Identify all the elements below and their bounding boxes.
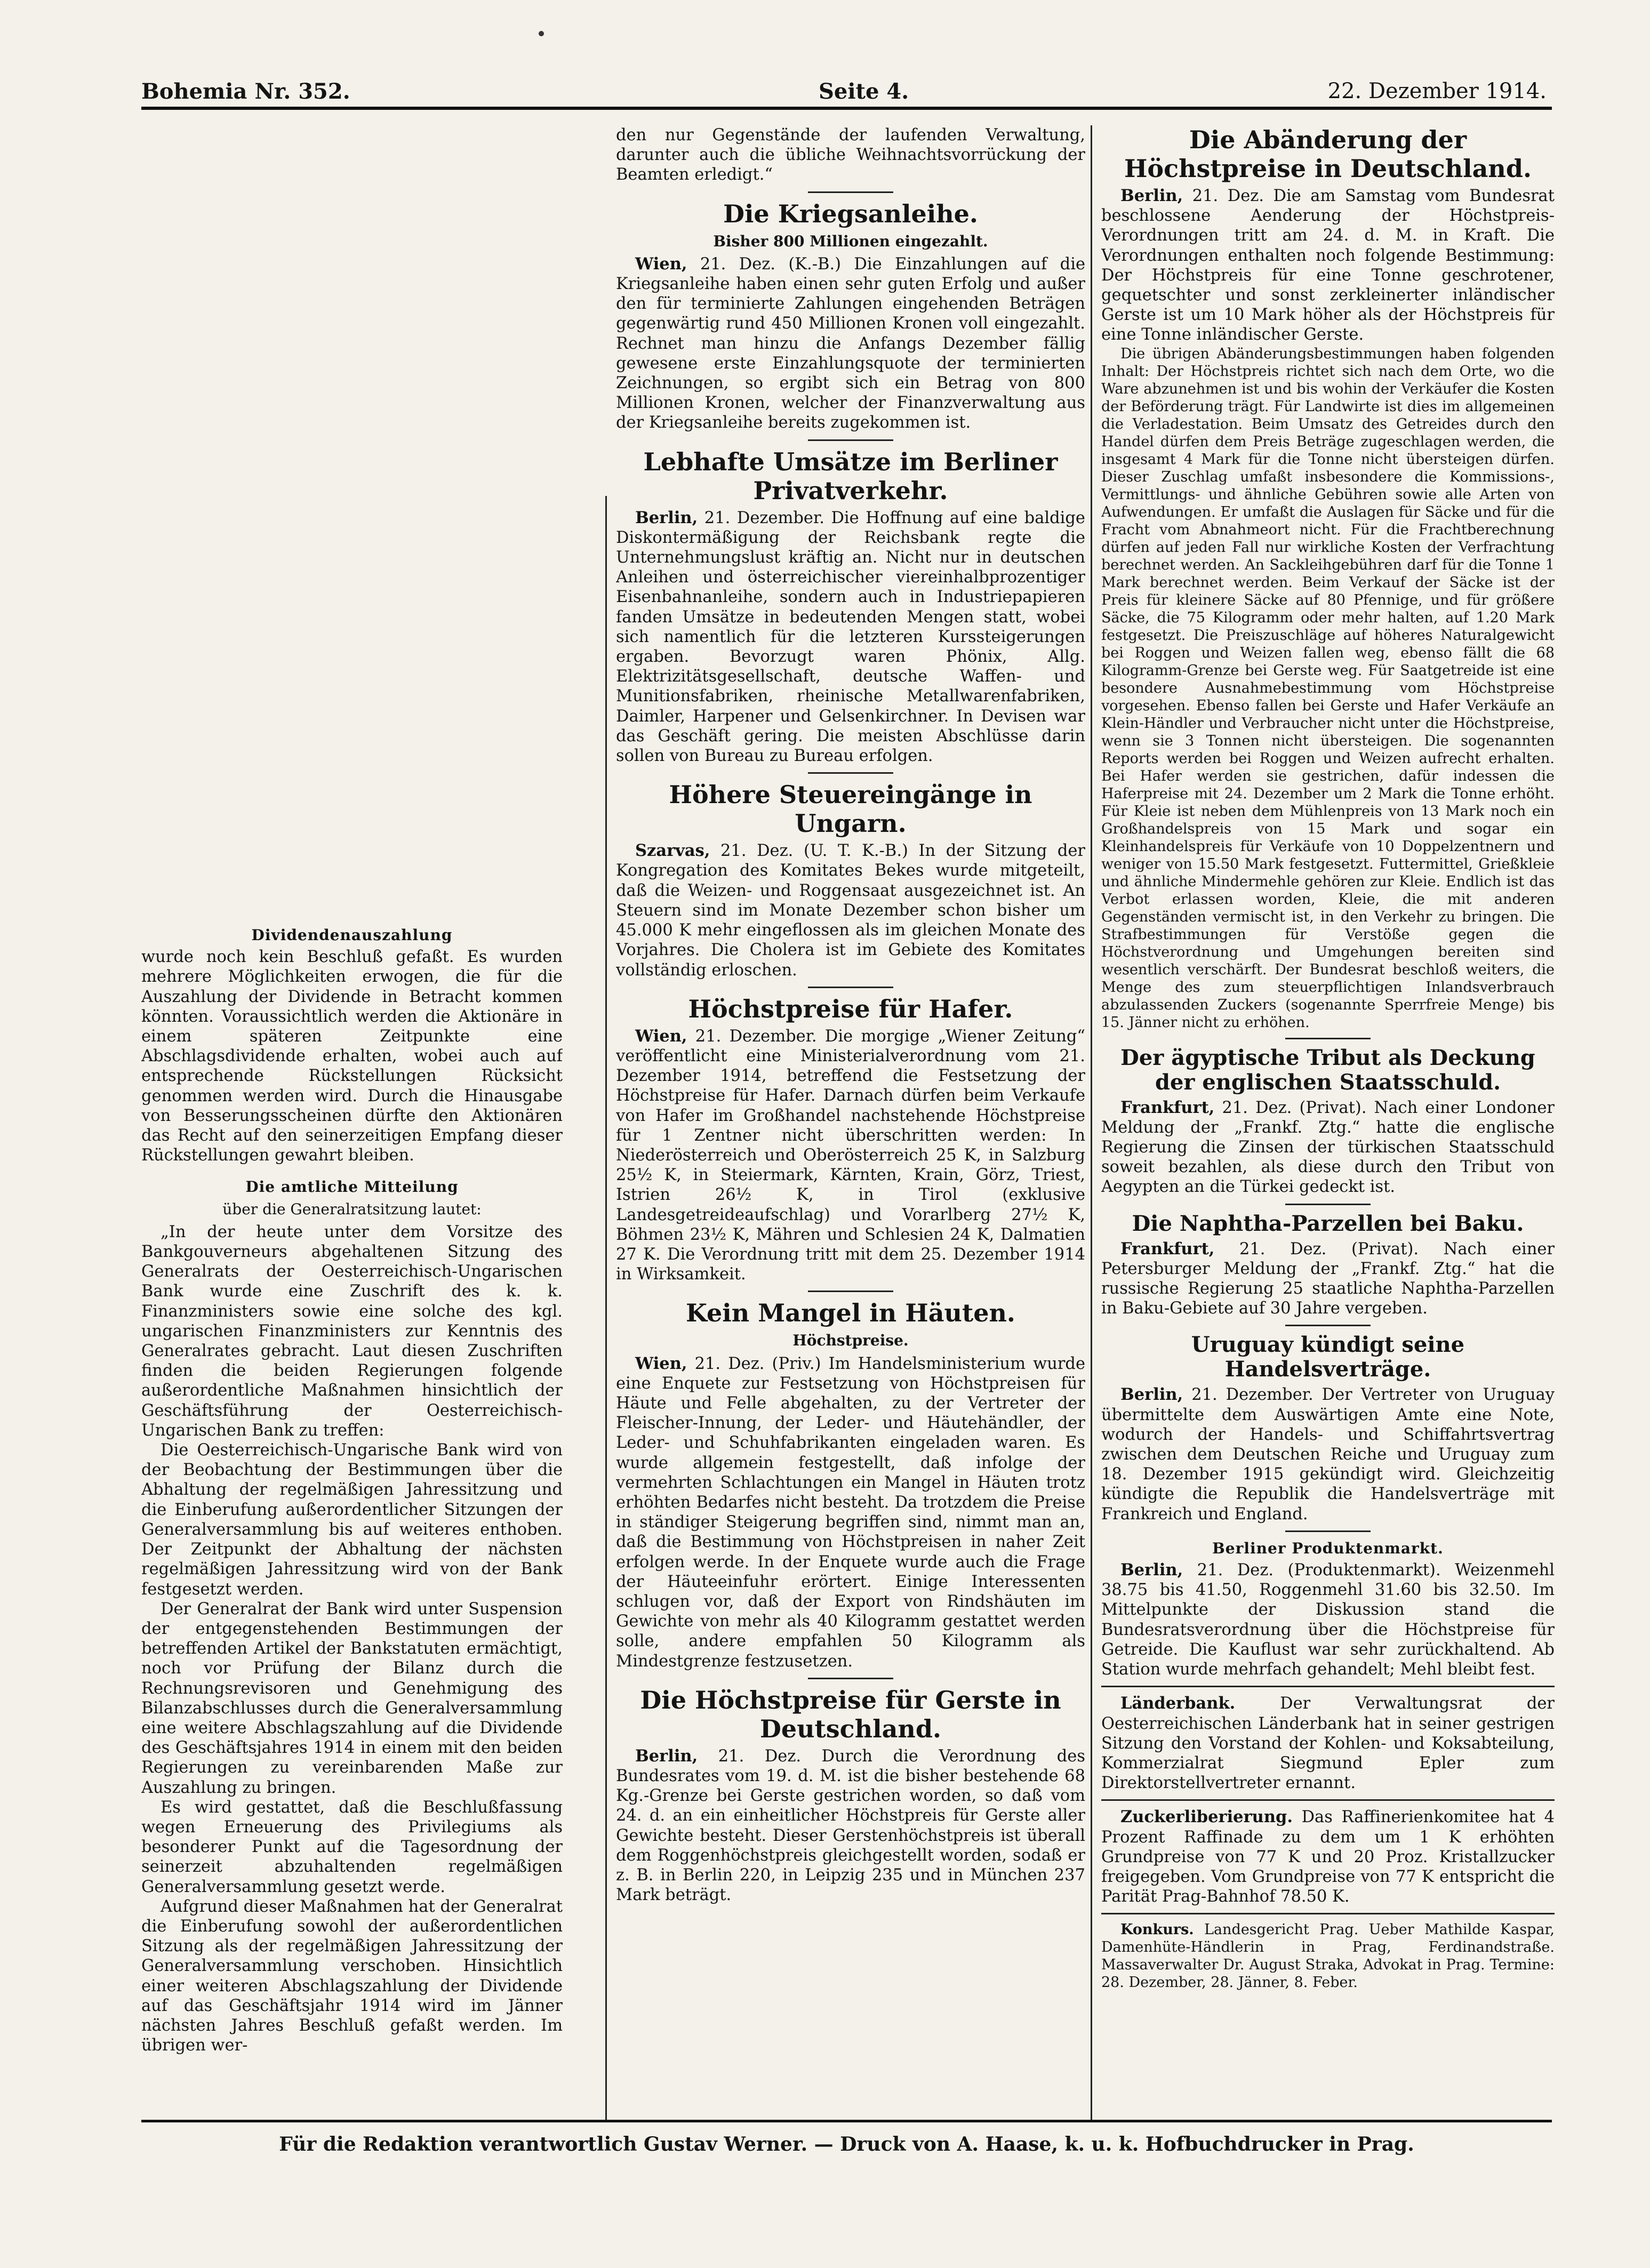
konkurs-text: Landesgericht Prag. Ueber Mathilde Kaspar, Damenhüte-Händlerin in Prag, Ferdinandstraße. Massaverwalter Dr. August Straka, Advokat in Prag. Termine: 28. Dezember, 28. Jänner, 8. Feber. — [1101, 1921, 1555, 1991]
umsaetze-headline: Lebhafte Umsätze im Berliner Privatverkehr. — [643, 447, 1058, 505]
issue-date: 22. Dezember 1914. — [1327, 79, 1547, 103]
item-label: Konkurs. — [1120, 1921, 1194, 1938]
naphtha-text: 21. Dez. (Privat). Nach einer Petersburger Meldung der „Frankf. Ztg.“ hat die russische Regierung 25 staatliche Naphtha-Parzellen in Baku-Gebiete auf 30 Jahre vergeben. — [1101, 1239, 1555, 1318]
dateline: Berlin, — [1120, 186, 1183, 205]
uruguay-headline: Uruguay kündigt seine Handelsverträge. — [1191, 1332, 1465, 1382]
continued-text: den nur Gegenstände der laufenden Verwaltung, darunter auch die übliche Weihnachtsvorrückung der Beamten erledigt.“ — [616, 126, 1085, 185]
gerste-headline: Die Höchstpreise für Gerste in Deutschland. — [640, 1685, 1061, 1743]
produkten-heading: Berliner Produktenmarkt. — [1212, 1539, 1444, 1557]
dateline: Frankfurt, — [1120, 1097, 1215, 1117]
dateline: Wien, — [635, 1026, 687, 1046]
footer-rule — [141, 2120, 1552, 2122]
abaenderung-text-2: Die übrigen Abänderungsbestimmungen haben folgenden Inhalt: Der Höchstpreis richtet sich nach dem Orte, wo die Ware abzunehmen ist und bis wohin der Verkäufer die Kosten der Beförderung trägt. Für Landwirte ist dies im allgemeinen die Verladestation. Beim Umsatz des Getreides durch den Handel dürfen dem Preis Beträge zugeschlagen werden, die insgesamt 4 Mark für die Tonne nicht übersteigen dürfen. Dieser Zuschlag umfaßt insbesondere die Kommissions-, Vermittlungs- und ähnliche Gebühren sowie alle Arten von Aufwendungen. Er umfaßt die Auslagen für Säcke und für die Fracht vom Abnahmeort nicht. Für die Frachtberechnung dürfen auf jeden Fall nur wirkliche Kosten der Verfrachtung berechnet werden. An Sackleihgebühren darf für die Tonne 1 Mark berechnet werden. Beim Verkauf der Säcke ist der Preis für kleinere Säcke auf 80 Pfennige, und für größere Säcke, die 75 Kilogramm oder mehr halten, auf 1.20 Mark festgesetzt. Die Preiszuschläge auf höheres Naturalgewicht bei Roggen und Weizen fallen weg, ebenso fällt die 68 Kilogramm-Grenze bei Gerste weg. Für Saatgetreide ist eine besondere Ausnahmebestimmung vom Höchstpreise vorgesehen. Ebenso fallen bei Gerste und Hafer Verkäufe an Klein-Händler und Verbraucher nicht unter die Höchstpreise, wenn sie 3 Tonnen nicht übersteigen. Die sogenannten Reports werden bei Roggen und Weizen aufrecht erhalten. Bei Hafer werden sie gestrichen, dafür indessen die Haferpreise mit 24. Dezember um 2 Mark die Tonne erhöht. Für Kleie ist neben dem Mühlenpreis von 13 Mark noch ein Großhandelspreis von 15 Mark und sogar ein Kleinhandelspreis für Verkäufe von 10 Doppelzentnern und weniger von 15.50 Mark festgesetzt. Futtermittel, Grießkleie und ähnliche Mindermehle gehören zur Kleie. Endlich ist das Verbot erlassen worden, Kleie, die mit anderen Gegenständen vermischt ist, in den Verkehr zu bringen. Die Strafbestimmungen für Verstöße gegen die Höchstverordnung und Umgehungen bereiten sind wesentlich verschärft. Der Bundesrat beschloß weiters, die Menge des zum steuerpflichtigen Inlandsverbrauch abzulassenden Zuckers (sogenannte Sperrfreie Menge) bis 15. Jänner nicht zu erhöhen. — [1101, 345, 1555, 1031]
mitteilung-paragraph: Aufgrund dieser Maßnahmen hat der Generalrat die Einberufung sowohl der außerordentlichen Sitzung als der regelmäßigen Jahressitzung der Generalversammlung verschoben. Hinsichtlich einer weiteren Abschlagszahlung der Dividende auf das Geschäftsjahr 1914 wird im Jänner nächsten Jahres Beschluß gefaßt werden. Im übrigen wer- — [141, 1897, 563, 2055]
print-speck — [539, 31, 544, 36]
laenderbank-text: Der Verwaltungsrat der Oesterreichischen Länderbank hat in seiner gestrigen Sitzung den Vorstand der Kohlen- und Koksabteilung, Kommerzialrat Siegmund Epler zum Direktorstellvertreter ernannt. — [1101, 1694, 1555, 1793]
gerste-text: 21. Dez. Durch die Verordnung des Bundesrates vom 19. d. M. ist die bisher bestehende 68 Kg.-Grenze bei Gerste gestrichen worden, so daß vom 24. d. an ein einheitlicher Höchstpreis für Gerste aller Gewichte besteht. Dieser Gerstenhöchstpreis ist überall dem Roggenhöchstpreis gleichgestellt worden, sodaß er z. B. in Berlin 220, in Leipzig 235 und in München 237 Mark beträgt. — [616, 1746, 1085, 1905]
page-number: Seite 4. — [819, 79, 909, 104]
mitteilung-paragraph: Die Oesterreichisch-Ungarische Bank wird von der Beobachtung der Bestimmungen über die Abhaltung der regelmäßigen Jahressitzung und die Einberufung außerordentlicher Sitzungen der Generalversammlung bis auf weiteres enthoben. Der Zeitpunkt der Abhaltung der nächsten regelmäßigen Jahressitzung wird von der Bank festgesetzt werden. — [141, 1441, 563, 1599]
dateline: Wien, — [635, 254, 687, 274]
column-1 — [141, 125, 563, 2129]
column-2 — [616, 125, 1085, 2129]
dateline: Frankfurt, — [1120, 1239, 1215, 1259]
separator — [808, 191, 893, 193]
mitteilung-subheading: über die Generalratsitzung lautet: — [222, 1200, 482, 1218]
dateline: Berlin, — [1120, 1385, 1183, 1405]
haeute-text: 21. Dez. (Priv.) Im Handelsministerium wurde eine Enquete zur Festsetzung von Höchstpreisen für Häute und Felle abgehalten, zu der Vertreter der Fleischer-Innung, der Leder- und Häutehändler, der Leder- und Schuhfabrikanten eingeladen waren. Es wurde allgemein festgestellt, daß infolge der vermehrten Schlachtungen ein Mangel in Häuten trotz erhöhten Bedarfes nicht besteht. Da trotzdem die Preise in ständiger Steigerung begriffen sind, nimmt man an, daß die Bestimmung von Höchstpreisen in naher Zeit erfolgen werde. In der Enquete wurde auch die Frage der Häuteeinfuhr erörtert. Einige Interessenten schlugen vor, daß der Export von Rindshäuten im Gewichte von mehr als 40 Kilogramm gestattet werden solle, andere empfahlen 50 Kilogramm als Mindestgrenze festzusetzen. — [616, 1354, 1085, 1671]
kriegsanleihe-headline: Die Kriegsanleihe. — [723, 199, 978, 228]
separator — [1101, 1913, 1555, 1914]
hafer-headline: Höchstpreise für Hafer. — [688, 994, 1013, 1023]
uruguay-text: 21. Dezember. Der Vertreter von Uruguay übermittelte dem Auswärtigen Amte eine Note, wodurch der Handels- und Schiffahrtsvertrag zwischen dem Deutschen Reiche und Uruguay zum 18. Dezember 1915 gekündigt wird. Gleichzeitig kündigte die Republik die Handelsverträge mit Frankreich und England. — [1101, 1385, 1555, 1524]
abaenderung-headline: Die Abänderung der Höchstpreise in Deutschland. — [1124, 125, 1532, 183]
dividend-heading: Dividendenauszahlung — [251, 926, 453, 944]
separator — [808, 1291, 893, 1292]
produkten-text: 21. Dez. (Produktenmarkt). Weizenmehl 38.75 bis 41.50, Roggenmehl 31.60 bis 32.50. Im Mittelpunkte der Diskussion stand die Bundesratsverordnung über die Höchstpreise für Getreide. Die Kauflust war sehr zurückhaltend. Ab Station wurde mehrfach gehandelt; Mehl bleibt fest. — [1101, 1561, 1555, 1679]
separator — [808, 1678, 893, 1679]
separator — [1285, 1038, 1371, 1039]
tribut-headline: Der ägyptische Tribut als Deckung der englischen Staatsschuld. — [1120, 1045, 1535, 1095]
steuer-headline: Höhere Steuereingänge in Ungarn. — [669, 780, 1032, 838]
masthead — [141, 75, 1552, 110]
tribut-text: 21. Dez. (Privat). Nach einer Londoner Meldung der „Frankf. Ztg.“ hatte die englische Regierung die Zinsen der türkischen Staatsschuld soweit bezahlen, als diese durch den Tribut von Aegypten an die Türkei gedeckt ist. — [1101, 1098, 1555, 1197]
separator — [808, 439, 893, 441]
mitteilung-paragraph: Der Generalrat der Bank wird unter Suspension der entgegenstehenden Bestimmungen der betreffenden Artikel der Bankstatuten ermächtigt, noch vor Prüfung der Bilanz durch die Rechnungsrevisoren und Genehmigung des Bilanzabschlusses durch die Generalversammlung eine weitere Abschlagszahlung auf die Dividende des Geschäftsjahres 1914 in einem mit den beiden Regierungen zu vereinbarenden Maße zur Auszahlung zu bringen. — [141, 1599, 563, 1797]
separator — [1285, 1204, 1371, 1205]
mitteilung-paragraph: „In der heute unter dem Vorsitze des Bankgouverneurs abgehaltenen Sitzung des Generalrats der Oesterreichisch-Ungarischen Bank wurde eine Zuschrift des k. k. Finanzministers sowie eine solche des kgl. ungarischen Finanzministers zur Kenntnis des Generalrates gebracht. Laut diesen Zuschriften finden die beiden Regierungen folgende außerordentliche Maßnahmen hinsichtlich der Geschäftsführung der Oesterreichisch-Ungarischen Bank zu treffen: — [141, 1222, 563, 1440]
separator — [1285, 1530, 1371, 1532]
separator — [808, 772, 893, 774]
separator — [808, 987, 893, 988]
dateline: Wien, — [635, 1353, 687, 1373]
naphtha-headline: Die Naphtha-Parzellen bei Baku. — [1132, 1211, 1524, 1236]
separator — [1285, 1325, 1371, 1326]
dateline: Szarvas, — [635, 841, 710, 861]
column-rule-1 — [605, 496, 607, 2122]
separator — [1101, 1686, 1555, 1687]
abaenderung-text: 21. Dez. Die am Samstag vom Bundesrat beschlossene Aenderung der Höchstpreis-Verordnungen tritt am 24. d. M. in Kraft. Die Verordnungen enthalten noch folgende Bestimmung: Der Höchstpreis für eine Tonne geschrotener, gequetschter und sonst zerkleinerter inländischer Gerste ist um 10 Mark höher als der Höchstpreis für eine Tonne inländischer Gerste. — [1101, 187, 1555, 344]
kriegsanleihe-text: 21. Dez. (K.-B.) Die Einzahlungen auf die Kriegsanleihe haben einen sehr guten Erfolg und außer den für terminierte Zahlungen eingehenden Beträgen gegenwärtig rund 450 Millionen Kronen voll eingezahlt. Rechnet man hinzu die Anfangs Dezember fällig gewesene erste Einzahlungsquote der terminierten Zeichnungen, so ergibt sich ein Betrag von 800 Millionen Kronen, welcher der Finanzverwaltung aus der Kriegsanleihe bereits zugekommen ist. — [616, 254, 1085, 432]
item-label: Länderbank. — [1120, 1694, 1236, 1713]
blank-area — [141, 125, 563, 920]
column-rule-2 — [1091, 125, 1092, 2122]
hafer-text: 21. Dezember. Die morgige „Wiener Zeitung“ veröffentlicht eine Ministerialverordnung vom 21. Dezember 1914, betreffend die Festsetzung der Höchstpreise für Hafer. Darnach dürfen beim Verkaufe von Hafer im Großhandel nachstehende Höchstpreise für 1 Zentner nicht überschritten werden: In Niederösterreich und Oberösterreich 25 K, in Salzburg 25½ K, in Steiermark, Kärnten, Krain, Görz, Triest, Istrien 26½ K, in Tirol (exklusive Landesgetreideaufschlag) und Vorarlberg 27½ K, Böhmen 23½ K, Mähren und Schlesien 24 K, Dalmatien 27 K. Die Verordnung tritt mit dem 25. Dezember 1914 in Wirksamkeit. — [616, 1027, 1085, 1284]
dividend-text: wurde noch kein Beschluß gefaßt. Es wurden mehrere Möglichkeiten erwogen, die für die Auszahlung der Dividende in Betracht kommen könnten. Voraussichtlich werden die Aktionäre in einem späteren Zeitpunkte eine Abschlagsdividende erhalten, wobei auch auf entsprechende Rückstellungen Rücksicht genommen werden wird. Durch die Hinausgabe von Besserungsscheinen dürfte den Aktionären das Recht auf den seinerzeitigen Empfang dieser Rückstellungen gewahrt bleiben. — [141, 948, 563, 1165]
haeute-headline: Kein Mangel in Häuten. — [686, 1299, 1015, 1328]
column-3 — [1101, 125, 1555, 2129]
dateline: Berlin, — [1120, 1560, 1183, 1580]
dateline: Berlin, — [635, 1746, 698, 1766]
zucker-text: Das Raffinerienkomitee hat 4 Prozent Raffinade zu dem um 1 K erhöhten Grundpreise von 77 K und 20 Proz. Kristallzucker freigegeben. Vom Grundpreise von 77 K entspricht die Parität Prag-Bahnhof 78.50 K. — [1101, 1808, 1555, 1906]
separator — [1101, 1799, 1555, 1801]
haeute-subheading: Höchstpreise. — [792, 1332, 909, 1350]
steuer-text: 21. Dez. (U. T. K.-B.) In der Sitzung der Kongregation des Komitates Bekes wurde mitgeteilt, daß die Weizen- und Roggensaat ausgezeichnet ist. An Steuern sind im Monate Dezember schon bisher um 45.000 K mehr eingeflossen als im gleichen Monate des Vorjahres. Die Cholera ist im Gebiete des Komitates vollständig erloschen. — [616, 842, 1085, 980]
item-label: Zuckerliberierung. — [1120, 1807, 1293, 1827]
kriegsanleihe-subheading: Bisher 800 Millionen eingezahlt. — [713, 232, 988, 250]
dateline: Berlin, — [635, 508, 698, 527]
mitteilung-heading: Die amtliche Mitteilung — [245, 1178, 459, 1196]
umsaetze-text: 21. Dezember. Die Hoffnung auf eine baldige Diskontermäßigung der Reichsbank regte die Unternehmungslust kräftig an. Nicht nur in deutschen Anleihen und österreichischer viereinhalbprozentiger Eisenbahnanleihe, sondern auch in Industriepapieren fanden Umsätze in bedeutenden Mengen statt, wobei sich namentlich für die letzteren Kurssteigerungen ergaben. Bevorzugt waren Phönix, Allg. Elektrizitätsgesellschaft, deutsche Waffen- und Munitionsfabriken, rheinische Metallwarenfabriken, Daimler, Harpener und Gelsenkirchner. In Devisen war das Geschäft gering. Die meisten Abschlüsse darin sollen von Bureau zu Bureau erfolgen. — [616, 508, 1085, 766]
paper-name: Bohemia Nr. 352. — [141, 79, 350, 104]
imprint-footer: Für die Redaktion verantwortlich Gustav Werner. — Druck von A. Haase, k. u. k. Hofbuchdrucker in Prag. — [279, 2133, 1414, 2155]
mitteilung-paragraph: Es wird gestattet, daß die Beschlußfassung wegen Erneuerung des Privilegiums als besonderer Punkt auf die Tagesordnung der seinerzeit abzuhaltenden regelmäßigen Generalversammlung gesetzt werde. — [141, 1798, 563, 1896]
